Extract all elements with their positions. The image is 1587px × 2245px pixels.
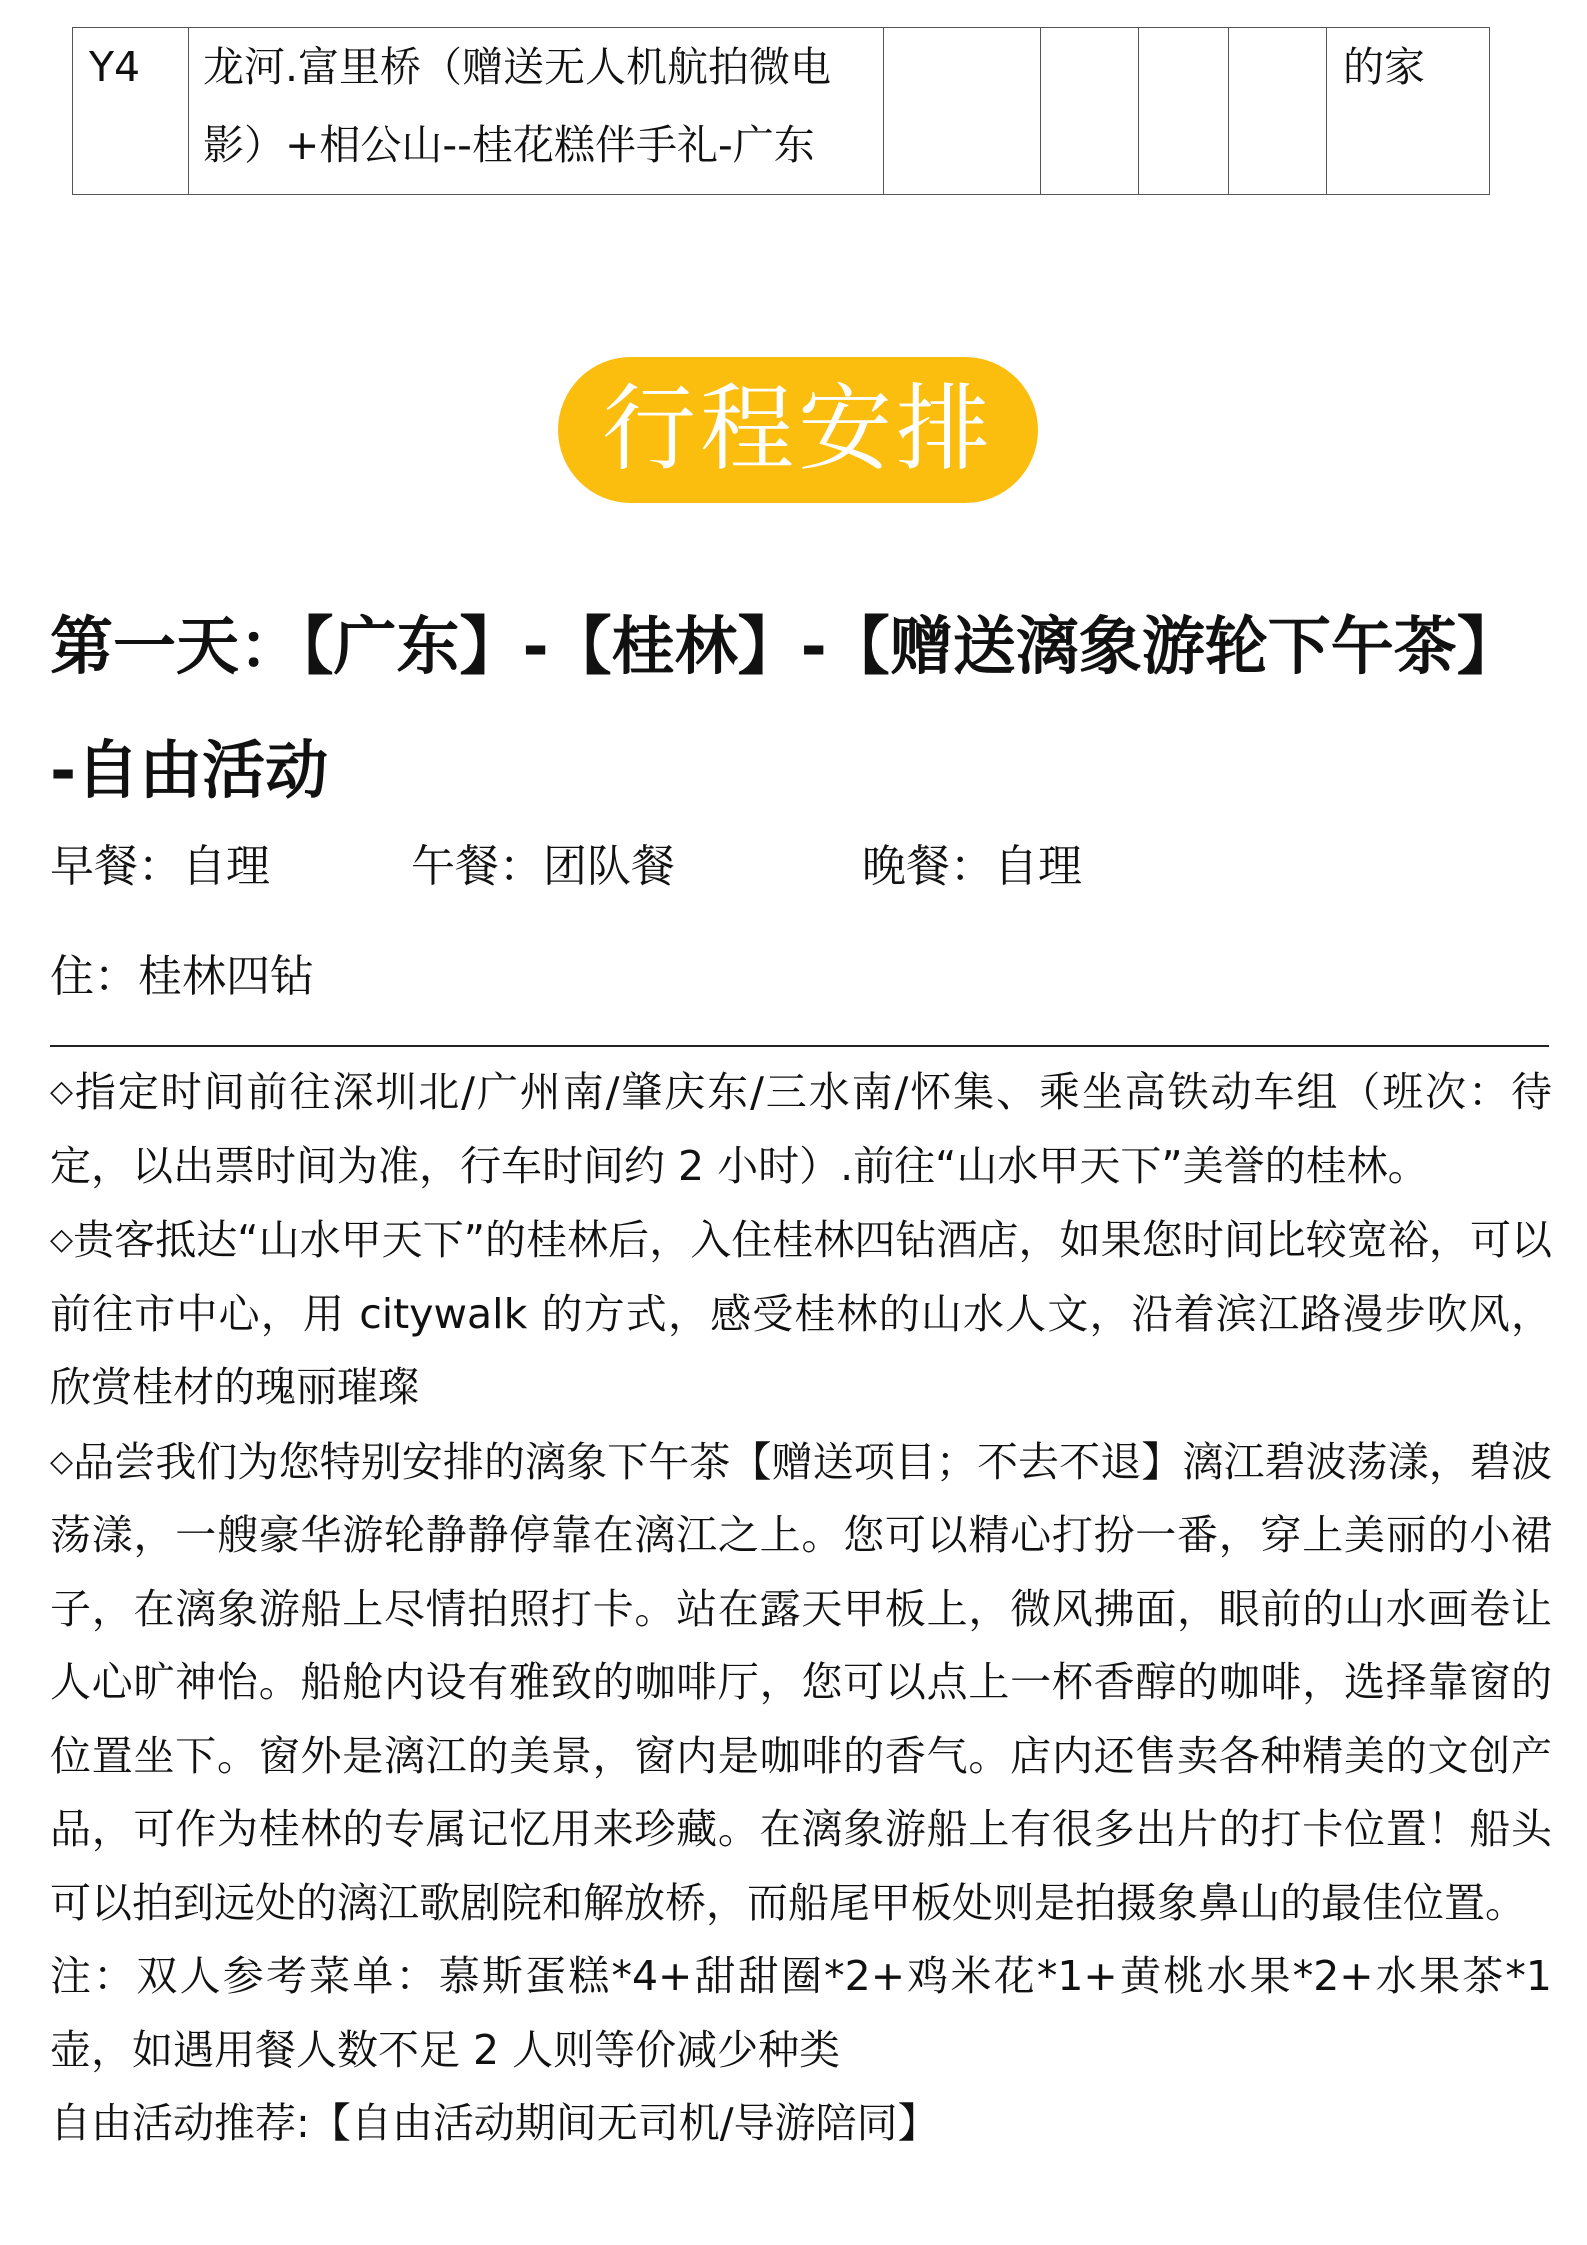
divider xyxy=(50,1045,1549,1047)
diamond-icon: ◇ xyxy=(50,1222,74,1257)
description-line: 龙河.富里桥（赠送无人机航拍微电 xyxy=(203,43,832,91)
paragraph xyxy=(50,1055,1552,1203)
dinner-cell xyxy=(1139,28,1229,195)
paragraph-text: 指定时间前往深圳北/广州南/肇庆东/三水南/怀集、乘坐高铁动车组（班次：待定，以出票时间为准，行车时间约 2 小时）.前往“山水甲天下”美誉的桂林。 xyxy=(50,1068,1552,1190)
paragraph-text: 贵客抵达“山水甲天下”的桂林后，入住桂林四钻酒店，如果您时间比较宽裕，可以前往市中心，用 citywalk 的方式，感受桂林的山水人文，沿着滨江路漫步吹风，欣赏桂材的瑰丽璀璨 xyxy=(50,1216,1553,1411)
breakfast-cell xyxy=(884,28,1041,195)
day-title-line: -自由活动 xyxy=(50,734,329,807)
description-cell xyxy=(189,28,884,195)
day-title-line: 第一天：【广东】-【桂林】-【赠送漓象游轮下午茶】 xyxy=(50,610,1520,683)
lunch-info: 午餐：团队餐 xyxy=(411,841,675,892)
dinner-info: 晚餐：自理 xyxy=(862,841,1082,892)
paragraph xyxy=(50,1425,1552,1941)
free-activity-recommendation: 自由活动推荐:【自由活动期间无司机/导游陪同】 xyxy=(50,2099,939,2147)
description-line: 影）+相公山--桂花糕伴手礼-广东 xyxy=(203,121,815,169)
menu-note: 注：双人参考菜单：慕斯蛋糕*4+甜甜圈*2+鸡米花*1+黄桃水果*2+水果茶*1壶，如遇用餐人数不足 2 人则等价减少种类 xyxy=(50,1952,1552,2074)
itinerary-table xyxy=(72,27,1490,195)
lunch-cell xyxy=(1041,28,1139,195)
table-row xyxy=(73,28,1490,195)
accommodation-info: 住：桂林四钻 xyxy=(50,951,314,1002)
transport-cell xyxy=(1229,28,1327,195)
itinerary-banner xyxy=(558,357,1038,503)
day-cell: Y4 xyxy=(73,28,189,195)
stay-cell: 的家 xyxy=(1327,28,1490,195)
day-title xyxy=(50,585,1550,833)
day-description xyxy=(50,1055,1552,2161)
diamond-icon: ◇ xyxy=(50,1074,75,1109)
breakfast-info: 早餐：自理 xyxy=(50,841,270,892)
paragraph xyxy=(50,1203,1552,1425)
paragraph-text: 品尝我们为您特别安排的漓象下午茶【赠送项目；不去不退】漓江碧波荡漾，碧波荡漾，一艘豪华游轮静静停靠在漓江之上。您可以精心打扮一番，穿上美丽的小裙子，在漓象游船上尽情拍照打卡。站在露天甲板上，微风拂面，眼前的山水画卷让人心旷神怡。船舱内设有雅致的咖啡厅，您可以点上一杯香醇的咖啡，选择靠窗的位置坐下。窗外是漓江的美景，窗内是咖啡的香气。店内还售卖各种精美的文创产品，可作为桂林的专属记忆用来珍藏。在漓象游船上有很多出片的打卡位置！船头可以拍到远处的漓江歌剧院和解放桥，而船尾甲板处则是拍摄象鼻山的最佳位置。 xyxy=(50,1437,1552,1927)
banner-label: 行程安排 xyxy=(601,375,994,484)
diamond-icon: ◇ xyxy=(50,1443,74,1479)
